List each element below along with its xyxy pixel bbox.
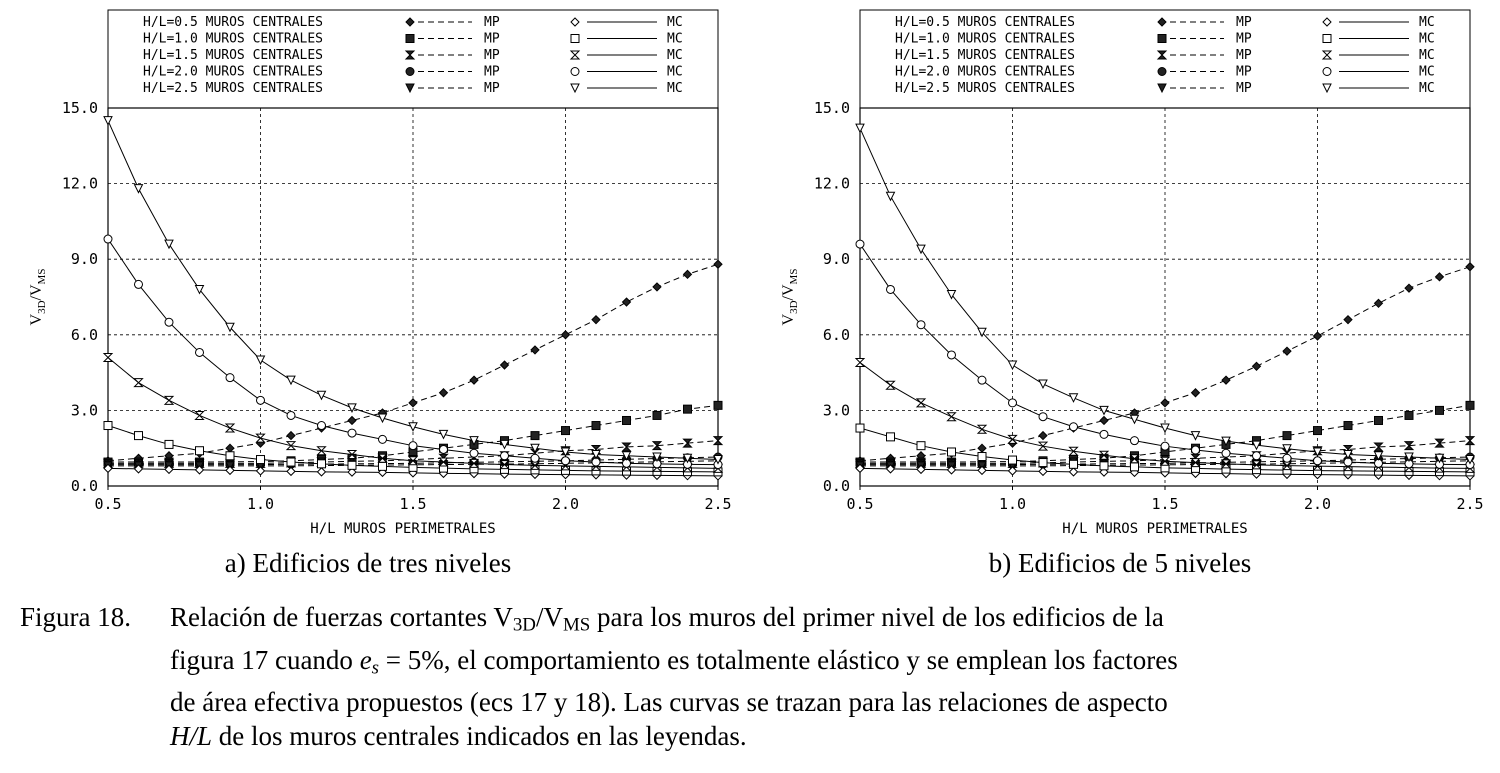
data-point [409, 399, 417, 407]
data-point [379, 462, 387, 470]
data-point [1344, 422, 1352, 430]
legend [895, 15, 1435, 96]
data-point [165, 240, 173, 248]
panel-title: a) Edificios de tres niveles [224, 548, 512, 578]
legend-entry-label: H/L=1.5 MUROS CENTRALES [895, 48, 1076, 63]
legend-marker [406, 68, 414, 76]
data-point [978, 425, 986, 433]
x-tick-label: 0.5 [846, 495, 874, 513]
legend-marker [1158, 51, 1166, 59]
data-point [856, 240, 864, 248]
y-tick-label: 9.0 [70, 250, 98, 269]
y-tick-label: 3.0 [822, 401, 850, 420]
data-point [226, 444, 234, 452]
legend-style-label: MP [1236, 64, 1252, 80]
data-point [470, 449, 478, 457]
data-point [1070, 468, 1078, 476]
data-point [287, 411, 295, 419]
legend-style-label: MP [1236, 15, 1252, 30]
legend-style-label: MC [1419, 81, 1435, 96]
data-point [1161, 399, 1169, 407]
data-point [1436, 273, 1444, 281]
data-point [226, 424, 234, 432]
legend-marker [406, 84, 414, 92]
data-point [318, 422, 326, 430]
data-point [917, 399, 925, 407]
legend-style-label: MC [667, 64, 683, 80]
y-tick-label: 0.0 [822, 477, 850, 495]
data-point [1070, 394, 1078, 402]
data-point [887, 285, 895, 293]
data-point [1039, 432, 1047, 440]
y-tick-label: 3.0 [70, 401, 98, 420]
data-point [978, 453, 986, 461]
data-point [531, 432, 539, 440]
data-point [104, 117, 112, 125]
data-point [1009, 361, 1017, 369]
legend-style-label: MC [667, 15, 683, 30]
legend-entry-label: H/L=2.5 MUROS CENTRALES [895, 81, 1076, 96]
data-point [501, 361, 509, 369]
data-point [1283, 347, 1291, 355]
legend-entry-label: H/L=0.5 MUROS CENTRALES [143, 15, 324, 30]
legend-style-label: MC [667, 31, 683, 47]
legend-style-label: MC [1419, 31, 1435, 47]
legend-marker [571, 35, 579, 43]
caption-line-1: Relación de fuerzas cortantes $V_{3D}/V_{MS}$ para los muros del primer nivel de los edificios de la [170, 602, 1164, 636]
x-tick-label: 1.5 [399, 495, 427, 513]
y-tick-label: 12.0 [813, 174, 850, 193]
data-point [1192, 432, 1200, 440]
data-point [1131, 437, 1139, 445]
data-point [856, 124, 864, 132]
legend-style-label: MP [484, 48, 500, 63]
data-point [1100, 462, 1108, 470]
legend-marker [406, 18, 414, 26]
legend-marker [406, 35, 414, 43]
data-point [856, 359, 864, 367]
data-point [1375, 416, 1383, 424]
data-point [1344, 316, 1352, 324]
data-point [1283, 432, 1291, 440]
legend-style-label: MC [1419, 15, 1435, 30]
data-point [257, 434, 265, 442]
legend-style-label: MP [1236, 48, 1252, 63]
legend-style-label: MP [1236, 81, 1252, 96]
data-point [1314, 332, 1322, 340]
legend-marker [1158, 68, 1166, 76]
data-point [623, 298, 631, 306]
legend-style-label: MC [667, 81, 683, 96]
data-point [1314, 457, 1322, 465]
legend-style-label: MP [1236, 31, 1252, 47]
data-point [135, 185, 143, 193]
data-point [501, 452, 509, 460]
data-point [1222, 449, 1230, 457]
data-point [1070, 460, 1078, 468]
data-point [1070, 423, 1078, 431]
data-point [1436, 406, 1444, 414]
data-point [165, 396, 173, 404]
data-point [531, 454, 539, 462]
data-point [348, 461, 356, 469]
data-point [135, 432, 143, 440]
data-point [135, 379, 143, 387]
data-point [917, 245, 925, 253]
data-point [887, 192, 895, 200]
data-point [1253, 452, 1261, 460]
data-point [409, 423, 417, 431]
legend-entry-label: H/L=0.5 MUROS CENTRALES [895, 15, 1076, 30]
y-axis-label: $V_{3D}/V_{MS}$ [780, 268, 800, 326]
legend-marker [1323, 68, 1331, 76]
data-point [196, 447, 204, 455]
legend-entry-label: H/L=1.0 MUROS CENTRALES [143, 31, 324, 47]
data-point [1192, 389, 1200, 397]
data-point [226, 452, 234, 460]
data-point [104, 353, 112, 361]
data-point [165, 318, 173, 326]
panel-title: b) Edificios de 5 niveles [988, 548, 1252, 578]
data-point [287, 458, 295, 466]
legend-marker [1323, 35, 1331, 43]
legend-marker [571, 84, 579, 92]
legend-style-label: MP [484, 31, 500, 47]
data-point [409, 442, 417, 450]
y-tick-label: 9.0 [822, 250, 850, 269]
data-point [196, 411, 204, 419]
data-point [917, 321, 925, 329]
data-point [257, 396, 265, 404]
legend-marker [1158, 35, 1166, 43]
caption-body [170, 600, 1485, 753]
data-point [1253, 362, 1261, 370]
legend-entry-label: H/L=2.5 MUROS CENTRALES [143, 81, 324, 96]
legend-marker [1323, 51, 1331, 59]
data-point [379, 435, 387, 443]
data-point [948, 351, 956, 359]
data-point [470, 376, 478, 384]
data-point [653, 411, 661, 419]
legend-marker [1158, 18, 1166, 26]
data-point [165, 440, 173, 448]
data-point [1405, 411, 1413, 419]
legend-style-label: MC [1419, 48, 1435, 63]
data-point [887, 381, 895, 389]
data-point [1314, 427, 1322, 435]
x-tick-label: 2.5 [1456, 495, 1484, 513]
data-point [592, 422, 600, 430]
data-point [856, 424, 864, 432]
data-point [684, 270, 692, 278]
x-tick-label: 1.5 [1151, 495, 1179, 513]
y-tick-label: 6.0 [822, 325, 850, 344]
data-point [1039, 380, 1047, 388]
data-point [978, 444, 986, 452]
data-point [917, 442, 925, 450]
data-point [948, 413, 956, 421]
caption-label: Figura 18. [20, 602, 131, 632]
data-point [1466, 437, 1474, 445]
data-point [1466, 401, 1474, 409]
legend-marker [1158, 84, 1166, 92]
legend-marker [406, 51, 414, 59]
data-point [1466, 263, 1474, 271]
data-point [196, 348, 204, 356]
data-point [440, 445, 448, 453]
data-point [562, 331, 570, 339]
legend-entry-label: H/L=1.5 MUROS CENTRALES [143, 48, 324, 63]
legend-style-label: MP [484, 81, 500, 96]
legend-marker [571, 51, 579, 59]
legend-style-label: MP [484, 64, 500, 80]
data-point [287, 467, 295, 475]
data-point [887, 433, 895, 441]
x-tick-label: 1.0 [998, 495, 1027, 513]
data-point [348, 416, 356, 424]
data-point [1009, 435, 1017, 443]
x-axis-label: H/L MUROS PERIMETRALES [310, 521, 496, 537]
data-point [318, 468, 326, 476]
data-point [1009, 456, 1017, 464]
data-point [714, 437, 722, 445]
data-point [714, 401, 722, 409]
chart-panel-b [780, 10, 1484, 578]
data-point [1039, 413, 1047, 421]
data-point [1131, 463, 1139, 471]
chart-panel-a [28, 10, 732, 578]
legend-entry-label: H/L=2.0 MUROS CENTRALES [895, 64, 1076, 80]
x-tick-label: 2.0 [1303, 495, 1332, 513]
y-axis-label: $V_{3D}/V_{MS}$ [28, 268, 48, 326]
y-tick-label: 15.0 [61, 99, 98, 117]
y-tick-label: 6.0 [70, 325, 98, 344]
data-point [287, 432, 295, 440]
x-tick-label: 2.5 [704, 495, 732, 513]
data-point [1161, 442, 1169, 450]
legend-marker [1323, 84, 1331, 92]
data-point [714, 260, 722, 268]
data-point [653, 283, 661, 291]
data-point [1375, 299, 1383, 307]
legend-style-label: MC [1419, 64, 1435, 80]
legend-style-label: MP [484, 15, 500, 30]
data-point [135, 280, 143, 288]
data-point [440, 389, 448, 397]
caption-line-4: H/L de los muros centrales indicados en las leyendas. [170, 721, 747, 752]
data-point [592, 316, 600, 324]
data-point [379, 414, 387, 422]
data-point [104, 235, 112, 243]
data-point [1222, 376, 1230, 384]
legend-marker [571, 18, 579, 26]
data-point [684, 405, 692, 413]
data-point [1131, 415, 1139, 423]
legend-entry-label: H/L=2.0 MUROS CENTRALES [143, 64, 324, 80]
data-point [1009, 399, 1017, 407]
data-point [1283, 454, 1291, 462]
y-tick-label: 12.0 [61, 174, 98, 193]
data-point [318, 391, 326, 399]
x-tick-label: 0.5 [94, 495, 122, 513]
data-point [1039, 467, 1047, 475]
data-point [318, 460, 326, 468]
legend-marker [1323, 18, 1331, 26]
data-point [440, 430, 448, 438]
x-axis-label: H/L MUROS PERIMETRALES [1062, 521, 1248, 537]
legend-entry-label: H/L=1.0 MUROS CENTRALES [895, 31, 1076, 47]
data-point [287, 376, 295, 384]
data-point [348, 429, 356, 437]
data-point [948, 448, 956, 456]
y-tick-label: 0.0 [70, 477, 98, 495]
legend-marker [571, 68, 579, 76]
data-point [1100, 430, 1108, 438]
data-point [978, 376, 986, 384]
data-point [1405, 284, 1413, 292]
data-point [257, 356, 265, 364]
x-tick-label: 2.0 [551, 495, 580, 513]
caption-line-3: de área efectiva propuestos (ecs 17 y 18). Las curvas se trazan para las relaciones de aspecto [170, 687, 1168, 718]
data-point [1161, 424, 1169, 432]
legend-style-label: MC [667, 48, 683, 63]
data-point [562, 427, 570, 435]
data-point [1039, 459, 1047, 467]
data-point [562, 457, 570, 465]
data-point [104, 422, 112, 430]
data-point [257, 456, 265, 464]
y-tick-label: 15.0 [813, 99, 850, 117]
data-point [226, 374, 234, 382]
series-group [104, 117, 722, 480]
caption-line-2: figura 17 cuando $e_s = 5\%$, el comportamiento es totalmente elástico y se emplean los factores [170, 644, 1178, 679]
data-point [1192, 446, 1200, 454]
data-point [1100, 416, 1108, 424]
data-point [531, 346, 539, 354]
legend [143, 15, 683, 96]
data-point [623, 416, 631, 424]
x-tick-label: 1.0 [246, 495, 275, 513]
